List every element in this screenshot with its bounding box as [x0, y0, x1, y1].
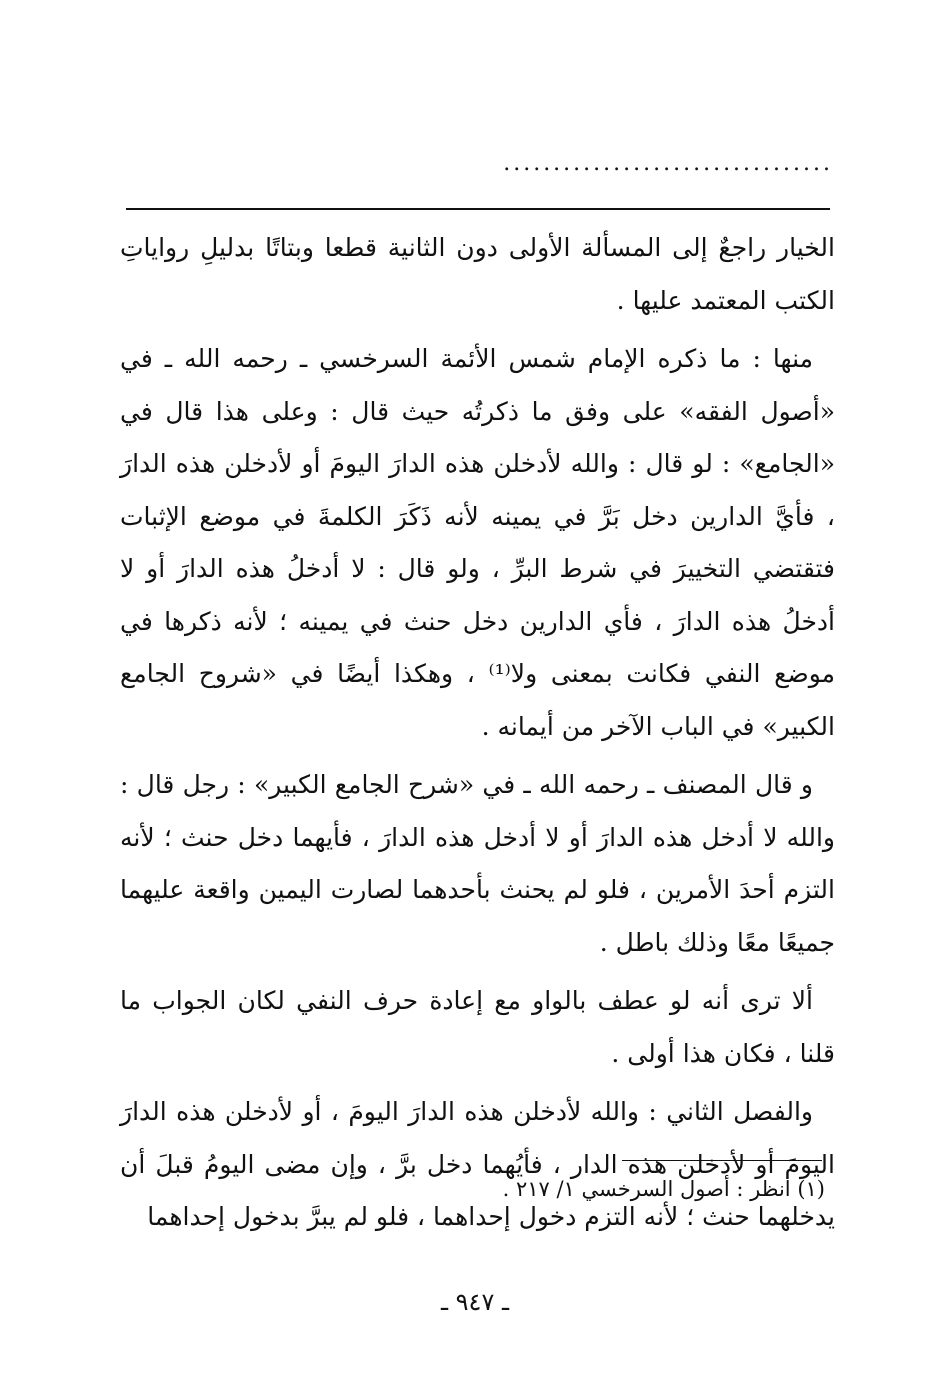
header-rule: [126, 208, 830, 210]
header-dotted-line: .................................: [503, 152, 833, 176]
paragraph: والفصل الثاني : والله لأدخلن هذه الدارَ اليومَ ، أو لأدخلن هذه الدارَ اليومَ أو لأدخلن هذه الدار ، فأيُهما دخل برَّ ، وإن مضى اليومُ قبلَ أن يدخلهما حنث ؛ لأنه التزم دخول إحداهما ، فلو لم يبرَّ بدخول إحداهما: [120, 1097, 835, 1231]
paragraph: الخيار راجعٌ إلى المسألة الأولى دون الثانية قطعا وبتاتًا بدليلِ رواياتِ الكتب المعتمد عليها .: [120, 233, 835, 315]
page-number: ـ ٩٤٧ ـ: [440, 1288, 509, 1316]
paragraph: منها : ما ذكره الإمام شمس الأئمة السرخسي ـ رحمه الله ـ في «أصول الفقه» على وفق ما ذكرتُه حيث قال : وعلى هذا قال في «الجامع» : لو قال : والله لأدخلن هذه الدارَ اليومَ أو لأدخلن هذه الدارَ ، فأيَّ الدارين دخل بَرَّ في يمينه لأنه ذَكَرَ الكلمةَ في موضع الإثبات فتقتضي التخييرَ في شرط البرِّ ، ولو قال : لا أدخلُ هذه الدارَ أو لا أدخلُ هذه الدارَ ، فأي الدارين دخل حنث في يمينه ؛ لأنه ذكرها في موضع النفي فكانت بمعنى ولا⁽¹⁾ ، وهكذا أيضًا في «شروح الجامع الكبير» في الباب الآخر من أيمانه .: [120, 344, 835, 741]
main-text: [120, 222, 835, 1250]
paragraph: ألا ترى أنه لو عطف بالواو مع إعادة حرف النفي لكان الجواب ما قلنا ، فكان هذا أولى .: [120, 986, 835, 1068]
footnote: (١) انظر : أصول السرخسي ١/ ٢١٧ .: [502, 1177, 825, 1201]
paragraph: و قال المصنف ـ رحمه الله ـ في «شرح الجامع الكبير» : رجل قال : والله لا أدخل هذه الدارَ أو لا أدخل هذه الدارَ ، فأيهما دخل حنث ؛ لأنه التزم أحدَ الأمرين ، فلو لم يحنث بأحدهما لصارت اليمين واقعة عليهما جميعًا معًا وذلك باطل .: [120, 770, 835, 957]
footnote-rule: [622, 1160, 822, 1161]
